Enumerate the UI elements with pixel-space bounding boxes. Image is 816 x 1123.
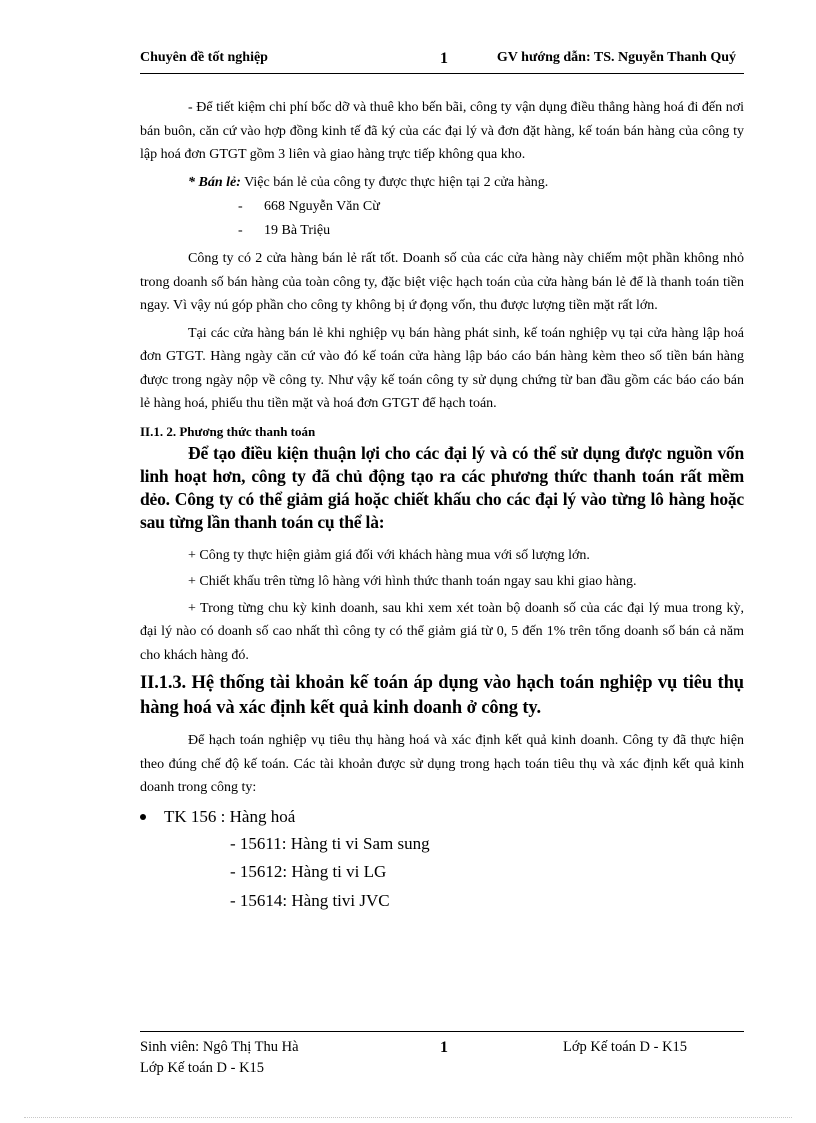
retail-text: Việc bán lẻ của công ty được thực hiện tại 2 cửa hàng. [240, 174, 549, 190]
header-title: Chuyên đề tốt nghiệp [140, 50, 268, 65]
page-bottom-border [24, 1117, 792, 1118]
store-address: 668 Nguyễn Văn Cừ [264, 199, 380, 214]
footer-divider [140, 1031, 744, 1032]
heading-payment-methods: II.1. 2. Phương thức thanh toán [140, 423, 316, 439]
paragraph-direct-shipping: - Để tiết kiệm chi phí bốc dỡ và thuê kho bến bãi, công ty vận dụng điều thẳng hàng hoá đi đến nơi bán buôn, căn cứ vào hợp đồng kinh tế đã ký của các đại lý và đơn đặt hàng, kế toán bán hàng của công ty lập hoá đơn GTGT gồm 3 liên và giao hàng trực tiếp không qua kho. [140, 100, 744, 162]
paragraph-accounts-intro: Để hạch toán nghiệp vụ tiêu thụ hàng hoá và xác định kết quả kinh doanh. Công ty đã thực hiện theo đúng chế độ kế toán. Các tài khoản được sử dụng trong hạch toán tiêu thụ và xác định kết quả kinh doanh trong công ty: [140, 733, 744, 795]
retail-label: * Bán lẻ: [188, 174, 241, 190]
footer-page-number: 1 [440, 1039, 448, 1056]
paragraph-retail-stores: Công ty có 2 cửa hàng bán lẻ rất tốt. Doanh số của các cửa hàng này chiếm một phần không nhỏ trong doanh số bán hàng của toàn công ty, đặc biệt việc hạch toán của cửa hàng bán lẻ để là thanh toán tiền ngay. Vì vậy nú góp phần cho công ty không bị ứ đọng vốn, thu được lượng tiền mặt rất lớn. [140, 251, 744, 313]
footer-student: Sinh viên: Ngô Thị Thu Hà [140, 1039, 299, 1055]
paragraph-retail-accounting: Tại các cửa hàng bán lẻ khi nghiệp vụ bán hàng phát sinh, kế toán nghiệp vụ tại cửa hàng lập hoá đơn GTGT. Hàng ngày căn cứ vào đó kế toán cửa hàng lập báo cáo bán hàng kèm theo số tiền bán hàng được trong ngày nộp về công ty. Như vậy kế toán công ty sử dụng chứng từ ban đầu gồm các báo cáo bán lẻ hàng hoá, phiếu thu tiền mặt và hoá đơn GTGT để hạch toán. [140, 325, 744, 411]
header-divider [140, 73, 744, 74]
account-tk156: TK 156 : Hàng hoá [164, 806, 296, 826]
paragraph-payment-intro: Để tạo điều kiện thuận lợi cho các đại lý và có thể sử dụng được nguồn vốn linh hoạt hơn, công ty đã chủ động tạo ra các phương thức thanh toán rất mềm dẻo. Công ty có thể giảm giá hoặc chiết khấu cho các đại lý vào từng lô hàng hoặc sau từng lần thanh toán cụ thể là: [140, 442, 744, 532]
store-address: 19 Bà Triệu [264, 223, 331, 238]
heading-account-system: II.1.3. Hệ thống tài khoản kế toán áp dụng vào hạch toán nghiệp vụ tiêu thụ hàng hoá và xác định kết quả kinh doanh ở công ty. [140, 673, 744, 718]
page-header [140, 50, 744, 72]
footer-class-left: Lớp Kế toán D - K15 [140, 1060, 265, 1076]
plus-item-annual-discount: + Trong từng chu kỳ kinh doanh, sau khi xem xét toàn bộ doanh số của các đại lý mua trong kỳ, đại lý nào có doanh số cao nhất thì công ty có thể giảm giá từ 0, 5 đến 1% trên tổng doanh số bán cả năm cho khách hàng đó. [140, 600, 744, 663]
header-advisor: GV hướng dẫn: TS. Nguyễn Thanh Quý [496, 50, 736, 65]
plus-item-discount: + Công ty thực hiện giảm giá đối với khách hàng mua với số lượng lớn. [188, 547, 590, 563]
bullet-icon [140, 814, 146, 820]
sub-account: - 15614: Hàng tivi JVC [230, 890, 390, 910]
store-item: - 19 Bà Triệu [238, 223, 331, 238]
account-item [140, 804, 744, 830]
plus-item-lot-discount: + Chiết khấu trên từng lô hàng với hình thức thanh toán ngay sau khi giao hàng. [188, 574, 637, 589]
sub-account: - 15611: Hàng ti vi Sam sung [230, 833, 430, 853]
header-page-number: 1 [440, 50, 448, 67]
document-body [140, 96, 744, 915]
paragraph-retail [140, 171, 744, 195]
footer-class-right: Lớp Kế toán D - K15 [563, 1039, 688, 1055]
store-item: - 668 Nguyễn Văn Cừ [238, 199, 380, 214]
sub-account: - 15612: Hàng ti vi LG [230, 862, 387, 881]
